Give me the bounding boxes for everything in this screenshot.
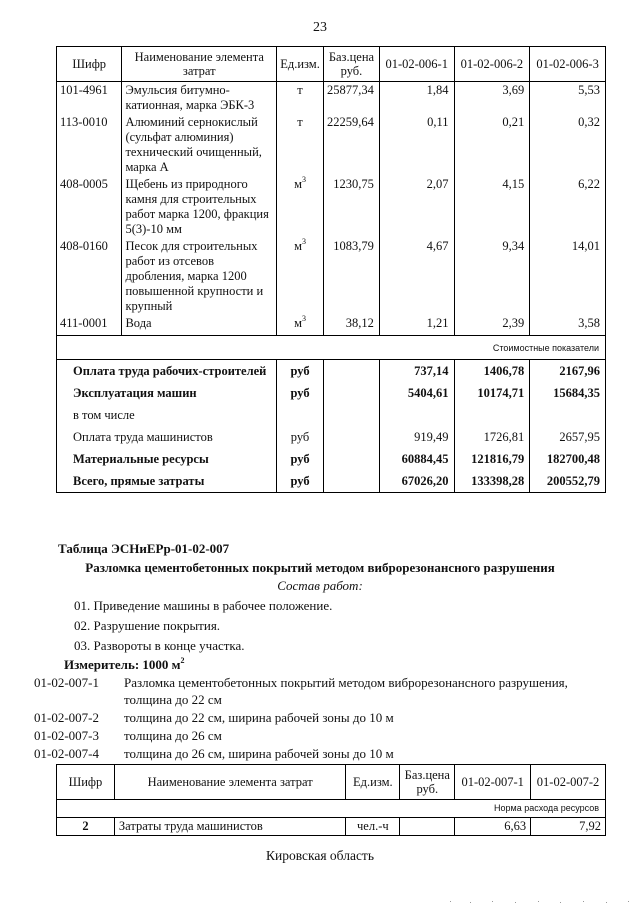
- cost-value: [379, 404, 454, 426]
- cost-row: [57, 382, 606, 404]
- name-line: дробления, марка 1200: [125, 269, 247, 283]
- cost-empty: [324, 360, 380, 383]
- cell-value: 7,92: [531, 818, 606, 836]
- col-header-norm-1: 01-02-006-1: [379, 47, 454, 82]
- cell-value: 5,53: [530, 82, 606, 115]
- cost-value: [530, 404, 606, 426]
- table-header-row: [57, 765, 606, 800]
- cost-empty: [324, 382, 380, 404]
- cell-name: [122, 315, 277, 336]
- table-row: [57, 176, 606, 238]
- work-item: 03. Развороты в конце участка.: [74, 638, 245, 653]
- works-heading: Состав работ:: [277, 578, 363, 593]
- cell-value: 0,11: [379, 114, 454, 176]
- name-line: камня для строительных: [125, 192, 257, 206]
- cost-value: 60884,45: [379, 448, 454, 470]
- cost-value: 5404,61: [379, 382, 454, 404]
- cost-unit: [277, 404, 324, 426]
- resources-table-007: [56, 764, 606, 836]
- cell-value: 0,21: [454, 114, 530, 176]
- scan-noise: [440, 887, 640, 905]
- norm-label: Норма расхода ресурсов: [57, 800, 606, 818]
- cell-value: 6,63: [455, 818, 531, 836]
- cell-value: 3,58: [530, 315, 606, 336]
- section-title: Разломка цементобетонных покрытий методом виброрезонансного разрушения: [85, 560, 555, 575]
- name-line: Щебень из природного: [125, 177, 248, 191]
- cell-value: 4,67: [379, 238, 454, 315]
- cost-value: 737,14: [379, 360, 454, 383]
- col-header-price: Баз.цена руб.: [324, 47, 380, 82]
- cost-unit: руб: [277, 470, 324, 493]
- name-line: 5(3)-10 мм: [125, 222, 182, 236]
- cell-value: 6,22: [530, 176, 606, 238]
- col-header-norm-1: 01-02-007-1: [455, 765, 531, 800]
- cost-label: Оплата труда рабочих-строителей: [57, 360, 277, 383]
- cost-unit: руб: [277, 360, 324, 383]
- cell-code: 411-0001: [57, 315, 122, 336]
- item-code: 01-02-007-3: [34, 728, 99, 743]
- col-header-name: Наименование элемента затрат: [114, 765, 345, 800]
- cost-row: [57, 470, 606, 493]
- cost-empty: [324, 470, 380, 493]
- cost-value: 200552,79: [530, 470, 606, 493]
- item-text: толщина до 22 см, ширина рабочей зоны до 10 м: [124, 710, 394, 725]
- name-line: Алюминий сернокислый: [125, 115, 258, 129]
- page-number: 23: [313, 20, 327, 35]
- unit-exponent: 3: [302, 237, 306, 246]
- cell-unit: [277, 238, 324, 315]
- cell-name: [122, 114, 277, 176]
- name-line: работ из отсевов: [125, 254, 214, 268]
- name-line: технический очищенный,: [125, 145, 262, 159]
- table-row: [57, 82, 606, 115]
- cell-value: 2,07: [379, 176, 454, 238]
- col-header-norm-2: 01-02-006-2: [454, 47, 530, 82]
- name-line: катионная, марка ЭБК-3: [125, 98, 255, 112]
- work-item: 02. Разрушение покрытия.: [74, 618, 221, 633]
- cell-unit: [277, 315, 324, 336]
- cell-value: 2,39: [454, 315, 530, 336]
- item-text: толщина до 26 см, ширина рабочей зоны до 10 м: [124, 746, 394, 761]
- name-line: работ марка 1200, фракция: [125, 207, 269, 221]
- name-line: (сульфат алюминия): [125, 130, 234, 144]
- table-header-row: [57, 47, 606, 82]
- name-line: Песок для строительных: [125, 239, 258, 253]
- unit-text: м: [294, 316, 302, 330]
- cost-empty: [324, 404, 380, 426]
- cell-code: 408-0005: [57, 176, 122, 238]
- cost-value: 2657,95: [530, 426, 606, 448]
- unit-text: м: [294, 177, 302, 191]
- cost-row: [57, 448, 606, 470]
- cost-value: 182700,48: [530, 448, 606, 470]
- unit-text: м: [294, 239, 302, 253]
- item-text: толщина до 22 см: [124, 692, 222, 707]
- col-header-code: Шифр: [57, 765, 115, 800]
- col-header-unit: Ед.изм.: [277, 47, 324, 82]
- cost-value: 121816,79: [454, 448, 530, 470]
- cell-price: 25877,34: [324, 82, 380, 115]
- cost-value: 10174,71: [454, 382, 530, 404]
- cell-unit: [277, 176, 324, 238]
- cell-name: Затраты труда машинистов: [114, 818, 345, 836]
- cell-price: 38,12: [324, 315, 380, 336]
- col-header-unit: Ед.изм.: [346, 765, 400, 800]
- cell-code: 2: [57, 818, 115, 836]
- cost-value: 1726,81: [454, 426, 530, 448]
- cost-empty: [324, 448, 380, 470]
- cost-indicators-label: Стоимостные показатели: [57, 336, 606, 360]
- name-line: Эмульсия битумно-: [125, 83, 230, 97]
- cell-unit: чел.-ч: [346, 818, 400, 836]
- cost-label: Оплата труда машинистов: [57, 426, 277, 448]
- cost-value: 67026,20: [379, 470, 454, 493]
- col-header-price: Баз.цена руб.: [400, 765, 455, 800]
- cell-code: 113-0010: [57, 114, 122, 176]
- measure-text: Измеритель: 1000 м: [64, 657, 181, 672]
- table-row: [57, 818, 606, 836]
- item-text: Разломка цементобетонных покрытий методом виброрезонансного разрушения,: [124, 675, 568, 690]
- cell-value: 14,01: [530, 238, 606, 315]
- unit-exponent: 3: [302, 175, 306, 184]
- item-code: 01-02-007-2: [34, 710, 99, 725]
- page-footer: Кировская область: [265, 848, 374, 863]
- name-line: крупный: [125, 299, 173, 313]
- table-row: [57, 114, 606, 176]
- col-header-name: Наименование элемента затрат: [122, 47, 277, 82]
- cost-row: [57, 360, 606, 383]
- cell-name: [122, 82, 277, 115]
- cost-unit: руб: [277, 426, 324, 448]
- cost-unit: руб: [277, 448, 324, 470]
- cost-row: [57, 404, 606, 426]
- measure-exponent: 2: [180, 656, 185, 665]
- cost-label: Всего, прямые затраты: [57, 470, 277, 493]
- cell-price: 1083,79: [324, 238, 380, 315]
- item-code: 01-02-007-4: [34, 746, 99, 761]
- work-item: 01. Приведение машины в рабочее положение.: [74, 598, 333, 613]
- cell-name: [122, 238, 277, 315]
- unit-exponent: 3: [302, 314, 306, 323]
- cost-label: в том числе: [57, 404, 277, 426]
- cost-value: 133398,28: [454, 470, 530, 493]
- cell-value: 4,15: [454, 176, 530, 238]
- cell-value: 0,32: [530, 114, 606, 176]
- measure-unit: [64, 656, 185, 674]
- cost-value: 1406,78: [454, 360, 530, 383]
- cell-value: 9,34: [454, 238, 530, 315]
- name-line: марка А: [125, 160, 169, 174]
- cell-value: 3,69: [454, 82, 530, 115]
- cost-row: [57, 426, 606, 448]
- cell-unit: т: [277, 114, 324, 176]
- table-title: Таблица ЭСНиЕРр-01-02-007: [58, 541, 230, 556]
- cost-value: 919,49: [379, 426, 454, 448]
- cost-value: 15684,35: [530, 382, 606, 404]
- cost-value: [454, 404, 530, 426]
- cell-price: [400, 818, 455, 836]
- table-row: [57, 238, 606, 315]
- cell-value: 1,21: [379, 315, 454, 336]
- cost-value: 2167,96: [530, 360, 606, 383]
- cell-price: 1230,75: [324, 176, 380, 238]
- cell-unit: т: [277, 82, 324, 115]
- cell-value: 1,84: [379, 82, 454, 115]
- col-header-norm-2: 01-02-007-2: [531, 765, 606, 800]
- name-line: Вода: [125, 316, 152, 330]
- subheader-row: [57, 336, 606, 360]
- cost-label: Материальные ресурсы: [57, 448, 277, 470]
- item-text: толщина до 26 см: [124, 728, 222, 743]
- name-line: повышенной крупности и: [125, 284, 264, 298]
- cell-price: 22259,64: [324, 114, 380, 176]
- subheader-row: [57, 800, 606, 818]
- cell-code: 101-4961: [57, 82, 122, 115]
- cell-name: [122, 176, 277, 238]
- cell-code: 408-0160: [57, 238, 122, 315]
- cost-unit: руб: [277, 382, 324, 404]
- cost-label: Эксплуатация машин: [57, 382, 277, 404]
- item-code: 01-02-007-1: [34, 675, 99, 690]
- table-row: [57, 315, 606, 336]
- cost-empty: [324, 426, 380, 448]
- col-header-code: Шифр: [57, 47, 122, 82]
- resources-table-006: [56, 46, 606, 493]
- col-header-norm-3: 01-02-006-3: [530, 47, 606, 82]
